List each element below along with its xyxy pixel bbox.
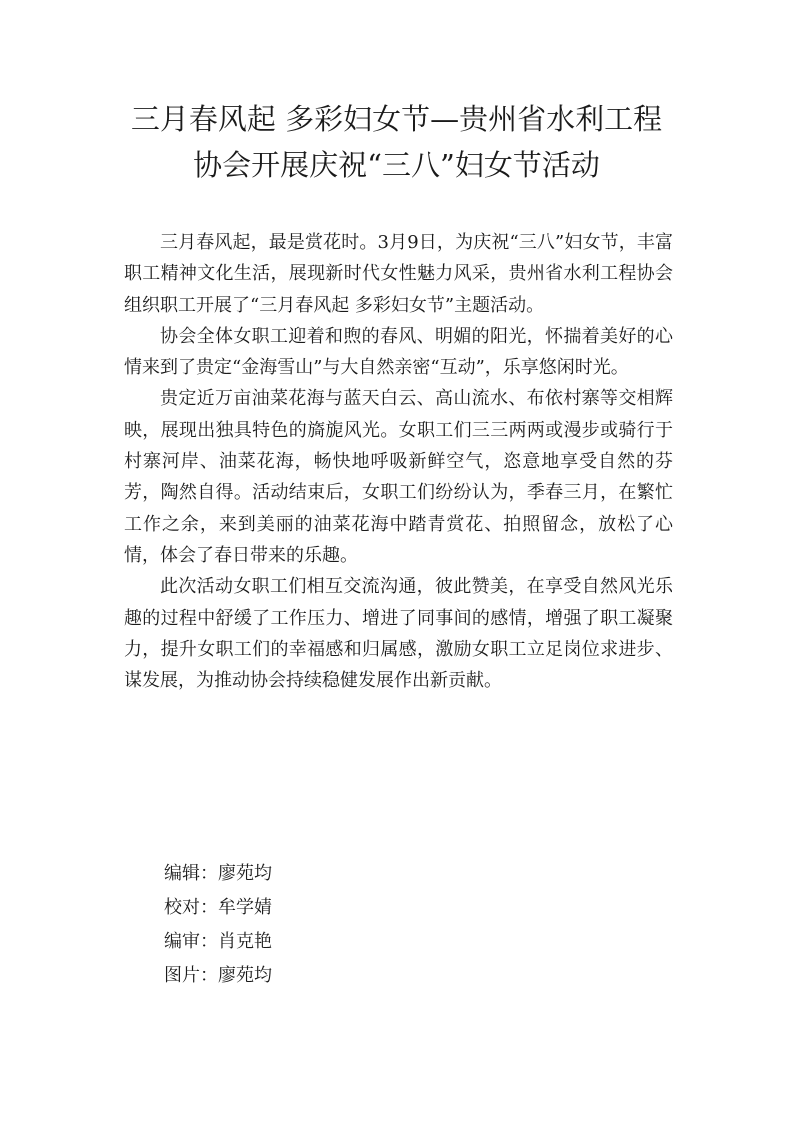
- paragraph: 三月春风起，最是赏花时。3月9日，为庆祝“三八”妇女节，丰富职工精神文化生活，展现新时代女性魅力风采，贵州省水利工程协会组织职工开展了“三月春风起 多彩妇女节”主题活动。: [124, 232, 673, 316]
- paragraph: 协会全体女职工迎着和煦的春风、明媚的阳光，怀揣着美好的心情来到了贵定“金海雪山”与大自然亲密“互动”，乐享悠闲时光。: [124, 325, 673, 379]
- paragraph: 此次活动女职工们相互交流沟通，彼此赞美，在享受自然风光乐趣的过程中舒缓了工作压力、增进了同事间的感情，增强了职工凝聚力，提升女职工们的幸福感和归属感，激励女职工立足岗位求进步、谋发展，为推动协会持续稳健发展作出新贡献。: [124, 576, 673, 692]
- credit-proofreader: 校对：牟学婧: [164, 897, 272, 918]
- paragraph: 贵定近万亩油菜花海与蓝天白云、高山流水、布依村寨等交相辉映，展现出独具特色的旖旎风光。女职工们三三两两或漫步或骑行于村寨河岸、油菜花海，畅快地呼吸新鲜空气，恣意地享受自然的芬芳，陶然自得。活动结束后，女职工们纷纷认为，季春三月，在繁忙工作之余，来到美丽的油菜花海中踏青赏花、拍照留念，放松了心情，体会了春日带来的乐趣。: [124, 388, 673, 566]
- title-line-2: 协会开展庆祝“三八”妇女节活动: [193, 148, 600, 182]
- credit-photos: 图片：廖苑均: [164, 965, 272, 986]
- title-line-1: 三月春风起 多彩妇女节—贵州省水利工程: [130, 102, 663, 136]
- article-title: [0, 96, 793, 188]
- article-body: [124, 227, 673, 696]
- credit-reviewer: 编审：肖克艳: [164, 931, 272, 952]
- credit-editor: 编辑：廖苑均: [164, 863, 272, 884]
